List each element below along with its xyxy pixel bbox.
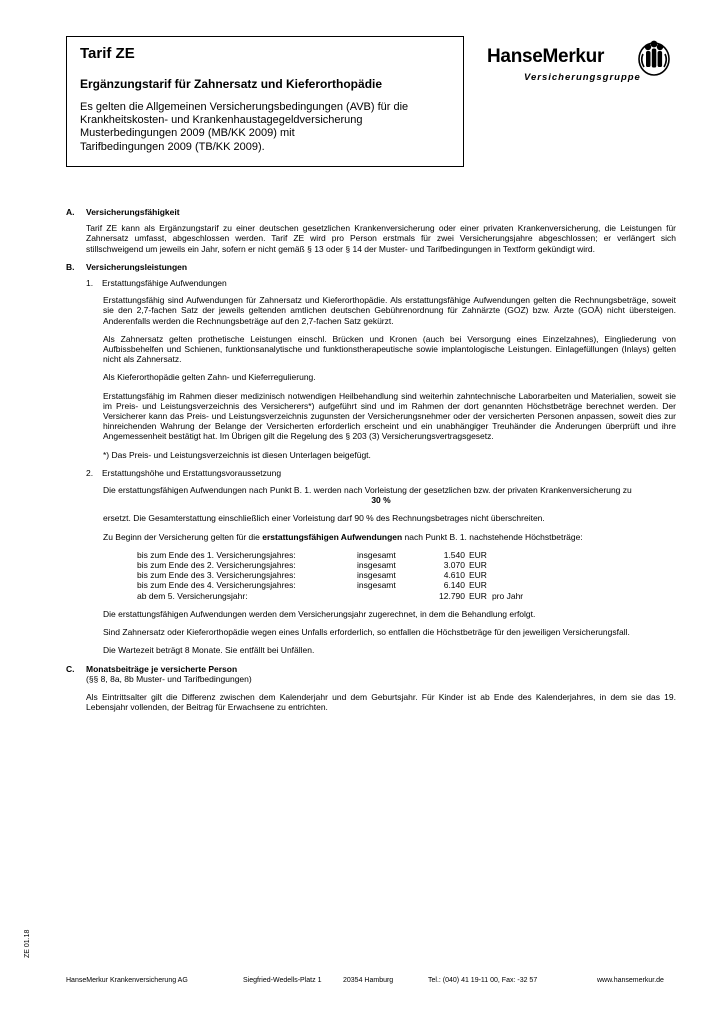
company-logo — [487, 38, 671, 100]
footer-company: HanseMerkur Krankenversicherung AG — [66, 977, 188, 984]
logo-figures-icon — [637, 38, 671, 78]
logo-tagline: Versicherungsgruppe — [524, 72, 641, 83]
section-c-text: Als Eintrittsalter gilt die Differenz zwischen dem Kalenderjahr und dem Geburtsjahr. Für Kinder ist ab Ende des Kalenderjahres, in dem sie das 19. Lebensjahr vollenden, der Beitrag für Erwachsene zu entrichten. — [86, 691, 676, 713]
table-row: bis zum Ende des 3. Versicherungsjahres: insgesamt 4.610 EUR — [137, 570, 487, 581]
section-c-subheading: (§§ 8, 8a, 8b Muster- und Tarifbedingungen) — [86, 673, 252, 684]
limits-table — [137, 550, 523, 601]
intro-line: Tarifbedingungen 2009 (TB/KK 2009). — [80, 140, 265, 153]
tariff-title: Tarif ZE — [80, 45, 135, 62]
item-2-paragraph: Die erstattungsfähigen Aufwendungen werden dem Versicherungsjahr zugerechnet, in dem die Behandlung erfolgt. — [103, 608, 536, 619]
footer-web: www.hansemerkur.de — [597, 977, 664, 984]
intro-line: Es gelten die Allgemeinen Versicherungsbedingungen (AVB) für die — [80, 101, 409, 113]
title-box — [66, 36, 464, 167]
section-b-heading: B. Versicherungsleistungen — [66, 261, 188, 272]
item-1-heading: 1. Erstattungsfähige Aufwendungen — [86, 278, 227, 289]
item-1-footnote: *) Das Preis- und Leistungsverzeichnis ist diesen Unterlagen beigefügt. — [103, 449, 371, 460]
table-row: bis zum Ende des 2. Versicherungsjahres: insgesamt 3.070 EUR — [137, 560, 487, 571]
reimbursement-rate: 30 % — [371, 495, 391, 506]
table-row: bis zum Ende des 4. Versicherungsjahres: insgesamt 6.140 EUR — [137, 580, 487, 591]
item-1-paragraph: Erstattungsfähig im Rahmen dieser medizinisch notwendigen Heilbehandlung sind weiterhin zahntechnische Laborarbeiten und Materialien, soweit sie im Preis- und Leistungsverzeichnis des Versicherers*) aufgeführt sind und im Rahmen der dort genannten Höchstbeträge berechnet werden. Der Versicherer kann das Preis- und Leistungsverzeichnis zugunsten der Versicherungsnehmer oder der versicherten Personen anpassen, soweit dies zur hinreichenden Wahrung der Belange der Versicherten erforderlich erscheint und ein unabhängiger Treuhänder die Änderungen überprüft und ihre Angemessenheit bestätigt hat. Im Übrigen gilt die Regelung des § 203 (3) Versicherungsvertragsgesetz. — [103, 390, 676, 442]
footer-city: 20354 Hamburg — [343, 977, 394, 984]
item-1-paragraph: Erstattungsfähig sind Aufwendungen für Zahnersatz und Kieferorthopädie. Als erstattungsfähige Aufwendungen gelten die Rechnungsbeträge, soweit sie den 2,7-fachen Satz der jeweils geltenden amtlichen deutschen Gebührenordnung für Zahnärzte (GOZ) bzw. Ärzte (GOÄ) nicht übersteigen. Anderenfalls werden die Rechnungsbeträge auf den 2,7-fachen Satz gekürzt. — [103, 295, 676, 326]
intro-line: Musterbedingungen 2009 (MB/KK 2009) mit — [80, 127, 295, 140]
item-2-paragraph: ersetzt. Die Gesamterstattung einschließlich einer Vorleistung darf 90 % des Rechnungsbetrages nicht überschreiten. — [103, 513, 545, 524]
footer-street: Siegfried-Wedells-Platz 1 — [243, 977, 322, 984]
section-a-heading: A. Versicherungsfähigkeit — [66, 207, 180, 217]
item-2-paragraph: Die Wartezeit beträgt 8 Monate. Sie entfällt bei Unfällen. — [103, 645, 315, 656]
section-a-text: Tarif ZE kann als Ergänzungstarif zu einer deutschen gesetzlichen Krankenversicherung oder einer privaten Krankenversicherung, die Leistungen für Zahnersatz umfasst, abgeschlossen werden. Tarif ZE wird pro Person erstmals für zwei Versicherungsjahre abgeschlossen; er verlängert sich stillschweigend um jeweils ein Jahr, sofern er nicht gemäß § 13 oder § 14 der Muster- und Tarifbedingungen in Textform gekündigt wird. — [86, 223, 676, 254]
document-body — [66, 207, 676, 712]
tariff-subtitle: Ergänzungstarif für Zahnersatz und Kieferorthopädie — [80, 77, 383, 91]
logo-name: HanseMerkur — [487, 46, 605, 67]
item-1-paragraph: Als Kieferorthopädie gelten Zahn- und Kieferregulierung. — [103, 372, 316, 383]
tariff-intro — [80, 101, 463, 154]
item-2-paragraph: Zu Beginn der Versicherung gelten für die erstattungsfähigen Aufwendungen nach Punkt B. 1. nachstehende Höchstbeträge: — [103, 531, 583, 542]
table-row: bis zum Ende des 1. Versicherungsjahres: insgesamt 1.540 EUR — [137, 549, 487, 560]
item-2-paragraph: Sind Zahnersatz oder Kieferorthopädie wegen eines Unfalls erforderlich, so entfallen die Höchstbeträge für den jeweiligen Versicherungsfall. — [103, 627, 630, 638]
form-code: ZE 01.18 — [24, 929, 31, 958]
item-1-paragraph: Als Zahnersatz gelten prothetische Leistungen einschl. Brücken und Kronen (auch bei Versorgung eines Einzelzahnes), Eingliederung von Aufbissbehelfen und Schienen, funktionsanalytische und funktionstherapeutische sowie implantologische Leistungen. Einlagefüllungen (Inlays) gelten nicht als Zahnersatz. — [103, 333, 676, 365]
table-row: ab dem 5. Versicherungsjahr: 12.790 EUR pro Jahr — [137, 590, 524, 601]
item-2-paragraph: Die erstattungsfähigen Aufwendungen nach Punkt B. 1. werden nach Vorleistung der gesetzlichen bzw. der privaten Krankenversicherung zu — [103, 485, 632, 496]
section-c-heading: C. Monatsbeiträge je versicherte Person — [66, 663, 238, 674]
item-2-heading: 2. Erstattungshöhe und Erstattungsvoraussetzung — [86, 467, 282, 478]
footer-phone: Tel.: (040) 41 19-11 00, Fax: -32 57 — [428, 977, 538, 984]
intro-line: Krankheitskosten- und Krankenhaustagegeldversicherung — [80, 114, 363, 127]
